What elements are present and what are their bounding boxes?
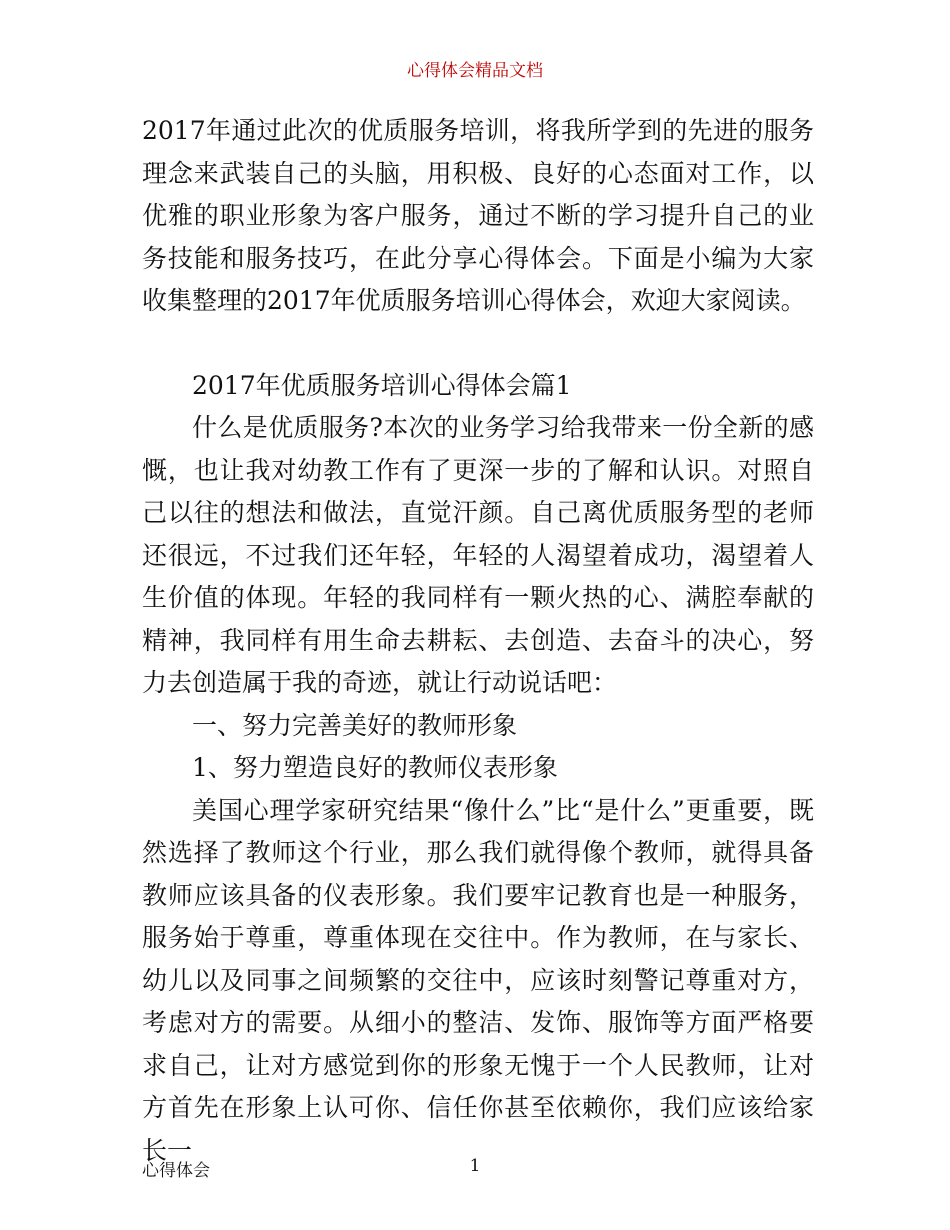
body-paragraph-2: 美国心理学家研究结果“像什么”比“是什么”更重要，既然选择了教师这个行业，那么我们就得像个教师，就得具备教师应该具备的仪表形象。我们要牢记教育也是一种服务，服务始于尊重，尊重体现在交往中。作为教师，在与家长、幼儿以及同事之间频繁的交往中，应该时刻警记尊重对方，考虑对方的需要。从细小的整洁、发饰、服饰等方面严格要求自己，让对方感觉到你的形象无愧于一个人民教师，让对方首先在形象上认可你、信任你甚至依赖你，我们应该给家长一 [142, 795, 814, 1165]
document-body [142, 110, 814, 1172]
footer-label: 心得体会 [142, 1161, 210, 1181]
subheading-2: 1、努力塑造良好的教师仪表形象 [192, 753, 558, 782]
intro-paragraph: 2017年通过此次的优质服务培训，将我所学到的先进的服务理念来武装自己的头脑，用积极、良好的心态面对工作，以优雅的职业形象为客户服务，通过不断的学习提升自己的业务技能和服务技巧，在此分享心得体会。下面是小编为大家收集整理的2017年优质服务培训心得体会，欢迎大家阅读。 [142, 116, 814, 315]
page-header-title: 心得体会精品文档 [407, 61, 543, 81]
body-paragraph-1: 什么是优质服务?本次的业务学习给我带来一份全新的感慨，也让我对幼教工作有了更深一步的了解和认识。对照自己以往的想法和做法，直觉汗颜。自己离优质服务型的老师还很远，不过我们还年轻，年轻的人渴望着成功，渴望着人生价值的体现。年轻的我同样有一颗火热的心、满腔奉献的精神，我同样有用生命去耕耘、去创造、去奋斗的决心，努力去创造属于我的奇迹，就让行动说话吧： [142, 413, 814, 697]
section-title: 2017年优质服务培训心得体会篇1 [192, 370, 572, 400]
page-number: 1 [469, 1156, 481, 1176]
subheading-1: 一、努力完善美好的教师形象 [192, 710, 518, 740]
